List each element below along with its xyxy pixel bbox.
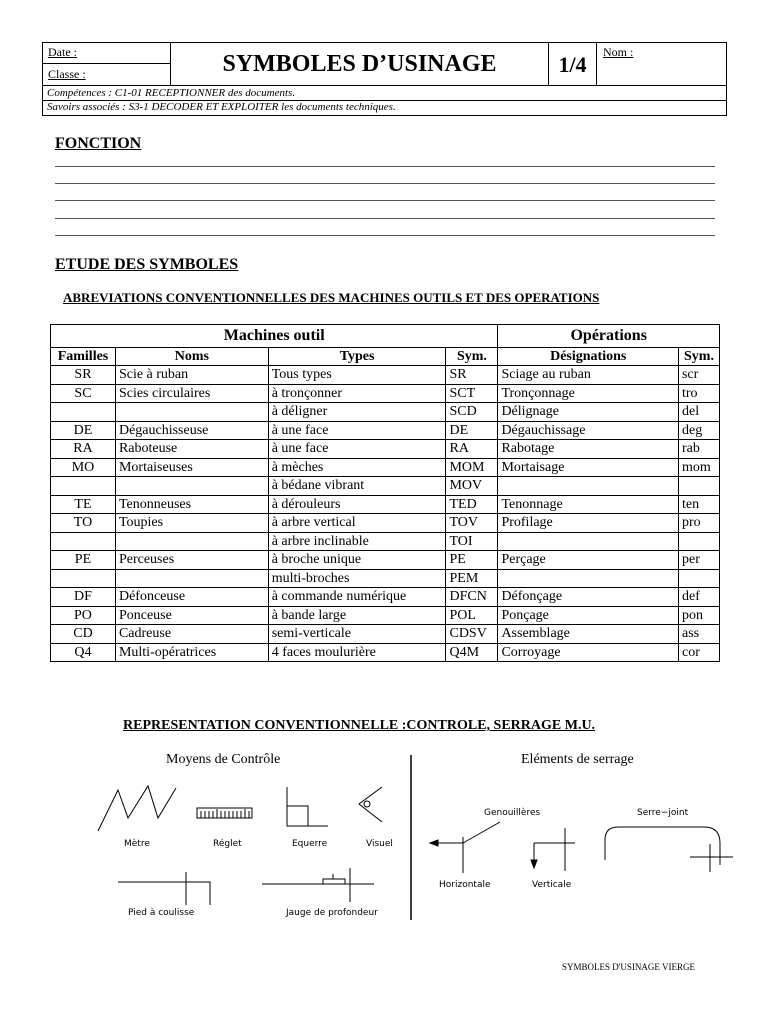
table-cell-nom: Raboteuse [115, 440, 268, 459]
equerre-symbol [287, 787, 328, 826]
serrage-title: Eléments de serrage [521, 752, 634, 767]
table-cell-osym: pon [678, 606, 719, 625]
metre-symbol [98, 786, 176, 831]
table-cell-osym [678, 569, 719, 588]
table-cell-sym: SR [446, 366, 498, 385]
title-cell [171, 43, 549, 86]
table-cell-osym: tro [678, 384, 719, 403]
table-row [51, 588, 720, 607]
table-cell-des: Tronçonnage [498, 384, 679, 403]
table-row [51, 495, 720, 514]
reglet-label: Réglet [213, 839, 242, 849]
table-cell-sym: SCT [446, 384, 498, 403]
table-cell-nom: Scies circulaires [115, 384, 268, 403]
controle-title: Moyens de Contrôle [166, 752, 281, 767]
table-cell-fam [51, 477, 116, 496]
table-row [51, 643, 720, 662]
reglet-symbol [197, 808, 252, 818]
table-cell-sym: RA [446, 440, 498, 459]
table-cell-sym: TOV [446, 514, 498, 533]
table-cell-sym: SCD [446, 403, 498, 422]
table-cell-type: à bédane vibrant [268, 477, 446, 496]
competences-text: Compétences : C1-01 RECEPTIONNER des documents. [47, 87, 296, 99]
table-cell-sym: PEM [446, 569, 498, 588]
table-group-header [51, 325, 720, 348]
table-cell-osym [678, 477, 719, 496]
operations-group-header: Opérations [498, 325, 720, 348]
table-row [51, 477, 720, 496]
table-cell-fam: DF [51, 588, 116, 607]
jauge-profondeur-symbol [262, 868, 374, 902]
table-cell-nom: Toupies [115, 514, 268, 533]
genouillere-verticale-symbol [531, 828, 575, 871]
table-cell-fam: PE [51, 551, 116, 570]
table-cell-fam [51, 532, 116, 551]
table-cell-osym: del [678, 403, 719, 422]
genouilleres-label: Genouillères [484, 808, 541, 818]
table-cell-fam: CD [51, 625, 116, 644]
table-row [51, 532, 720, 551]
table-cell-sym: MOV [446, 477, 498, 496]
table-cell-nom [115, 569, 268, 588]
nom-label: Nom : [603, 45, 634, 59]
machines-group-header: Machines outil [51, 325, 498, 348]
verticale-label: Verticale [532, 880, 572, 890]
table-cell-des: Sciage au ruban [498, 366, 679, 385]
table-column-header [51, 347, 720, 366]
table-cell-type: à mèches [268, 458, 446, 477]
fonction-heading: FONCTION [55, 135, 142, 152]
table-cell-osym: pro [678, 514, 719, 533]
table-cell-fam: SC [51, 384, 116, 403]
column-header: Noms [115, 347, 268, 366]
table-cell-osym: per [678, 551, 719, 570]
table-cell-nom: Mortaiseuses [115, 458, 268, 477]
table-cell-fam: MO [51, 458, 116, 477]
equerre-label: Equerre [292, 839, 328, 849]
writing-line [55, 183, 715, 184]
table-cell-osym: def [678, 588, 719, 607]
page-title: SYMBOLES D’USINAGE [222, 51, 497, 77]
abreviations-heading: ABREVIATIONS CONVENTIONNELLES DES MACHINES OUTILS ET DES OPERATIONS [63, 290, 600, 305]
table-cell-type: semi-verticale [268, 625, 446, 644]
column-header: Familles [51, 347, 116, 366]
table-cell-type: à une face [268, 421, 446, 440]
table-cell-fam: SR [51, 366, 116, 385]
table-cell-type: à bande large [268, 606, 446, 625]
table-cell-des: Ponçage [498, 606, 679, 625]
table-cell-fam: PO [51, 606, 116, 625]
page-number: 1/4 [558, 52, 587, 77]
table-row [51, 569, 720, 588]
column-header: Sym. [446, 347, 498, 366]
visuel-symbol [359, 787, 382, 822]
classe-label: Classe : [48, 67, 86, 81]
column-header: Types [268, 347, 446, 366]
table-cell-type: multi-broches [268, 569, 446, 588]
genouillere-horizontale-symbol [430, 822, 500, 873]
writing-line [55, 218, 715, 219]
date-cell [43, 43, 171, 64]
table-cell-des [498, 477, 679, 496]
table-cell-fam [51, 403, 116, 422]
table-cell-sym: TED [446, 495, 498, 514]
table-cell-des: Délignage [498, 403, 679, 422]
table-row [51, 366, 720, 385]
column-header: Sym. [678, 347, 719, 366]
table-cell-nom: Scie à ruban [115, 366, 268, 385]
table-cell-nom: Perceuses [115, 551, 268, 570]
table-cell-type: à une face [268, 440, 446, 459]
table-cell-sym: TOI [446, 532, 498, 551]
table-cell-type: 4 faces moulurière [268, 643, 446, 662]
table-cell-osym: ten [678, 495, 719, 514]
etude-heading: ETUDE DES SYMBOLES [55, 256, 239, 273]
table-cell-nom [115, 532, 268, 551]
table-row [51, 625, 720, 644]
table-cell-type: à broche unique [268, 551, 446, 570]
serre-joint-label: Serre−joint [637, 808, 689, 818]
page-number-cell [549, 43, 597, 86]
table-cell-sym: PE [446, 551, 498, 570]
writing-line [55, 200, 715, 201]
column-header: Désignations [498, 347, 679, 366]
table-cell-fam: DE [51, 421, 116, 440]
table-row [51, 458, 720, 477]
writing-line [55, 166, 715, 167]
representation-heading: REPRESENTATION CONVENTIONNELLE :CONTROLE, SERRAGE M.U. [123, 718, 596, 733]
table-cell-osym [678, 532, 719, 551]
header-box [42, 42, 727, 116]
table-cell-fam: RA [51, 440, 116, 459]
symbols-table [50, 324, 720, 662]
table-cell-osym: rab [678, 440, 719, 459]
table-cell-des: Défonçage [498, 588, 679, 607]
table-cell-type: à déligner [268, 403, 446, 422]
table-cell-nom [115, 403, 268, 422]
symbols-drawing [0, 740, 770, 930]
serre-joint-symbol [605, 827, 733, 872]
visuel-label: Visuel [366, 839, 393, 849]
table-cell-des: Mortaisage [498, 458, 679, 477]
footer-text: SYMBOLES D'USINAGE VIERGE [562, 962, 695, 972]
table-cell-des: Perçage [498, 551, 679, 570]
table-cell-osym: ass [678, 625, 719, 644]
table-cell-osym: mom [678, 458, 719, 477]
table-cell-des: Rabotage [498, 440, 679, 459]
table-cell-des [498, 569, 679, 588]
table-cell-des: Profilage [498, 514, 679, 533]
table-cell-sym: CDSV [446, 625, 498, 644]
table-cell-nom: Tenonneuses [115, 495, 268, 514]
table-cell-fam [51, 569, 116, 588]
table-cell-type: à arbre vertical [268, 514, 446, 533]
table-cell-nom: Cadreuse [115, 625, 268, 644]
pied-coulisse-label: Pied à coulisse [128, 908, 195, 918]
table-cell-nom [115, 477, 268, 496]
nom-cell [597, 43, 726, 86]
table-row [51, 551, 720, 570]
table-cell-sym: DE [446, 421, 498, 440]
table-cell-des: Tenonnage [498, 495, 679, 514]
date-label: Date : [48, 45, 77, 59]
savoirs-text: Savoirs associés : S3-1 DECODER ET EXPLOITER les documents techniques. [47, 101, 396, 113]
table-cell-des [498, 532, 679, 551]
table-cell-sym: POL [446, 606, 498, 625]
table-cell-des: Corroyage [498, 643, 679, 662]
table-cell-nom: Défonceuse [115, 588, 268, 607]
pied-coulisse-symbol [118, 872, 210, 905]
table-cell-type: à commande numérique [268, 588, 446, 607]
table-cell-type: à arbre inclinable [268, 532, 446, 551]
table-cell-type: à tronçonner [268, 384, 446, 403]
metre-label: Mètre [124, 839, 150, 849]
table-cell-sym: Q4M [446, 643, 498, 662]
table-cell-nom: Multi-opératrices [115, 643, 268, 662]
table-cell-fam: Q4 [51, 643, 116, 662]
table-cell-osym: deg [678, 421, 719, 440]
classe-cell [43, 64, 171, 86]
table-cell-fam: TE [51, 495, 116, 514]
table-cell-des: Assemblage [498, 625, 679, 644]
table-cell-osym: cor [678, 643, 719, 662]
table-cell-nom: Dégauchisseuse [115, 421, 268, 440]
horizontale-label: Horizontale [439, 880, 491, 890]
table-row [51, 384, 720, 403]
table-row [51, 514, 720, 533]
table-cell-osym: scr [678, 366, 719, 385]
table-row [51, 403, 720, 422]
table-cell-sym: DFCN [446, 588, 498, 607]
writing-line [55, 235, 715, 236]
table-cell-type: Tous types [268, 366, 446, 385]
table-cell-nom: Ponceuse [115, 606, 268, 625]
jauge-profondeur-label: Jauge de profondeur [286, 908, 378, 918]
table-row [51, 606, 720, 625]
table-cell-type: à dérouleurs [268, 495, 446, 514]
table-row [51, 440, 720, 459]
table-cell-des: Dégauchissage [498, 421, 679, 440]
table-cell-fam: TO [51, 514, 116, 533]
table-cell-sym: MOM [446, 458, 498, 477]
table-row [51, 421, 720, 440]
